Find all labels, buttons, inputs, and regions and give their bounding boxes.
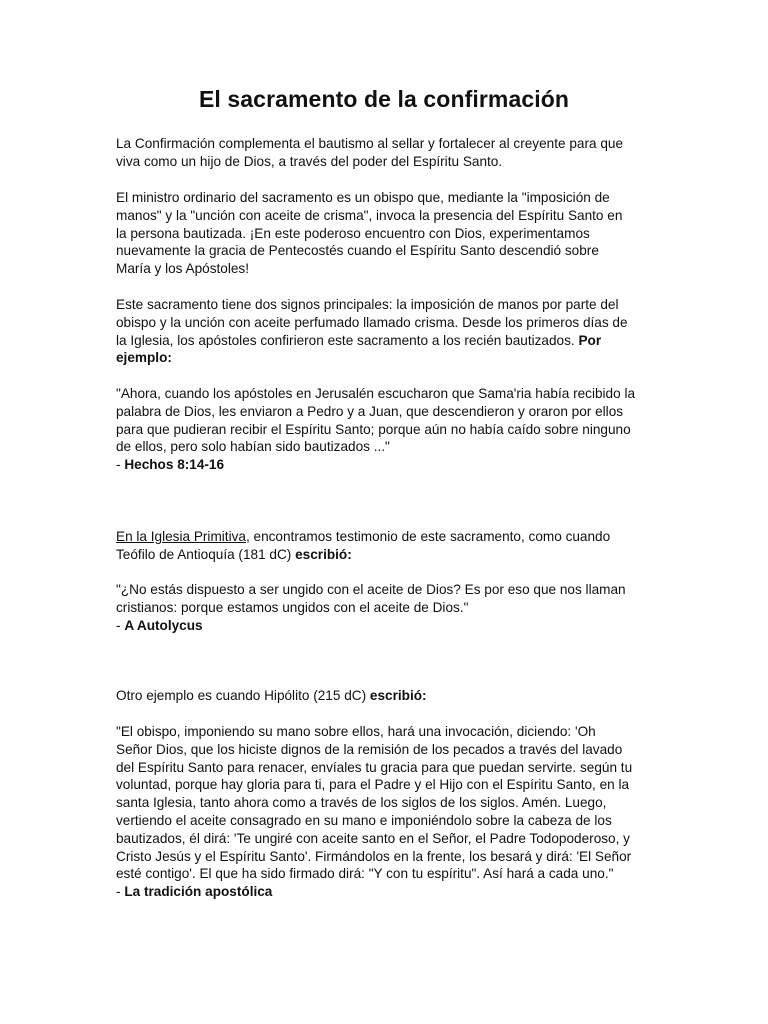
minister-line-5: María y los Apóstoles! [116,261,249,277]
early-church-line-1-rest: encontramos testimonio de este sacramento, como cuando [249,529,611,544]
autolycus-quote [116,581,661,634]
intro-line-2: viva como un hijo de Dios, a través del poder del Espíritu Santo. [116,153,503,169]
early-church-line-2-bold: escribió: [295,546,352,562]
apostolic-citation [116,883,661,901]
apostolic-quote-line-7: bautizados, él dirá: 'Te ungiré con aceite santo en el Señor, el Padre Todopoderoso, y [116,830,630,846]
apostolic-citation-source: La tradición apostólica [124,884,273,900]
minister-paragraph [116,189,661,278]
apostolic-quote-line-5: santa Iglesia, tanto ahora como a través de los siglos de los siglos. Amén. Luego, [116,795,607,811]
apostolic-quote-line-4: voluntad, porque hay gloria para ti, para el Padre y el Hijo con el Espíritu Santo, en la [116,777,630,793]
early-church-line-2 [116,546,661,564]
minister-line-2: manos" y la "unción con aceite de crisma", invoca la presencia del Espíritu Santo en [116,207,623,223]
signs-line-3-text: la Iglesia, los apóstoles confirieron este sacramento a los recién bautizados. [116,332,579,348]
acts-quote-line-2: palabra de Dios, les enviaron a Pedro y a Juan, que descendieron y oraron por ellos [116,403,624,419]
hippolytus-line-1-bold: escribió: [369,688,427,703]
acts-quote-line-3: para que pudieran recibir el Espíritu Santo; porque aún no había caído sobre ninguno [116,421,631,437]
early-church-line-1 [116,528,661,546]
apostolic-quote-line-8: Cristo Jesús y el Espíritu Santo'. Firmándolos en la frente, los besará y dirá: 'El Señor [116,848,632,864]
apostolic-quote-line-1: "El obispo, imponiendo su mano sobre ellos, hará una invocación, diciendo: 'Oh [116,724,596,739]
apostolic-citation-prefix: - [116,884,125,900]
signs-paragraph [116,296,661,367]
acts-citation [116,456,661,474]
acts-citation-source: Hechos 8:14-16 [124,457,225,473]
apostolic-quote-line-3: del Espíritu Santo para renacer, envíales tu gracia para que puedan servirte. según tu [116,759,633,775]
autolycus-quote-line-1: "¿No estás dispuesto a ser ungido con el aceite de Dios? Es por eso que nos llaman [116,582,626,597]
early-church-underlined: En la Iglesia Primitiva, [116,529,250,544]
early-church-paragraph [116,528,661,564]
minister-line-4: nuevamente la gracia de Pentecostés cuando el Espíritu Santo descendió sobre [116,243,599,259]
signs-line-4-bold: ejemplo: [116,350,172,366]
signs-line-1: Este sacramento tiene dos signos principales: la imposición de manos por parte del [116,297,619,312]
signs-line-2: obispo y la unción con aceite perfumado llamado crisma. Desde los primeros días de [116,314,628,330]
hippolytus-line-1 [116,687,661,705]
acts-quote-line-1: "Ahora, cuando los apóstoles en Jerusalén escucharon que Sama'ria había recibido la [116,386,636,401]
hippolytus-paragraph [116,687,661,705]
hippolytus-line-1-text: Otro ejemplo es cuando Hipólito (215 dC) [116,688,370,703]
apostolic-quote-line-2: Señor Dios, que los hiciste dignos de la remisión de los pecados a través del lavado [116,741,623,757]
acts-citation-prefix: - [116,457,125,473]
minister-line-1: El ministro ordinario del sacramento es un obispo que, mediante la "imposición de [116,190,610,205]
apostolic-quote-line-6: vertiendo el aceite consagrado en su mano e imponiéndolo sobre la cabeza de los [116,812,612,828]
early-church-line-2-text: Teófilo de Antioquía (181 dC) [116,546,296,562]
page-title: El sacramento de la confirmación [198,86,570,112]
autolycus-citation [116,617,661,635]
acts-quote [116,385,661,474]
apostolic-tradition-quote [116,723,661,901]
apostolic-quote-line-9: esté contigo'. El que ha sido firmado dirá: "Y con tu espíritu". Así hará a cada uno." [116,866,614,882]
autolycus-citation-prefix: - [116,617,125,633]
minister-line-3: la persona bautizada. ¡En este poderoso encuentro con Dios, experimentamos [116,225,590,241]
signs-line-3-bold: Por [578,332,602,348]
intro-line-1: La Confirmación complementa el bautismo al sellar y fortalecer al creyente para que [116,136,623,151]
intro-paragraph [116,135,661,171]
autolycus-quote-line-2: cristianos: porque estamos ungidos con el aceite de Dios." [116,599,469,615]
acts-quote-line-4: de ellos, pero solo habían sido bautizados ..." [116,439,390,455]
signs-line-3 [116,332,661,350]
autolycus-citation-source: A Autolycus [124,617,203,633]
